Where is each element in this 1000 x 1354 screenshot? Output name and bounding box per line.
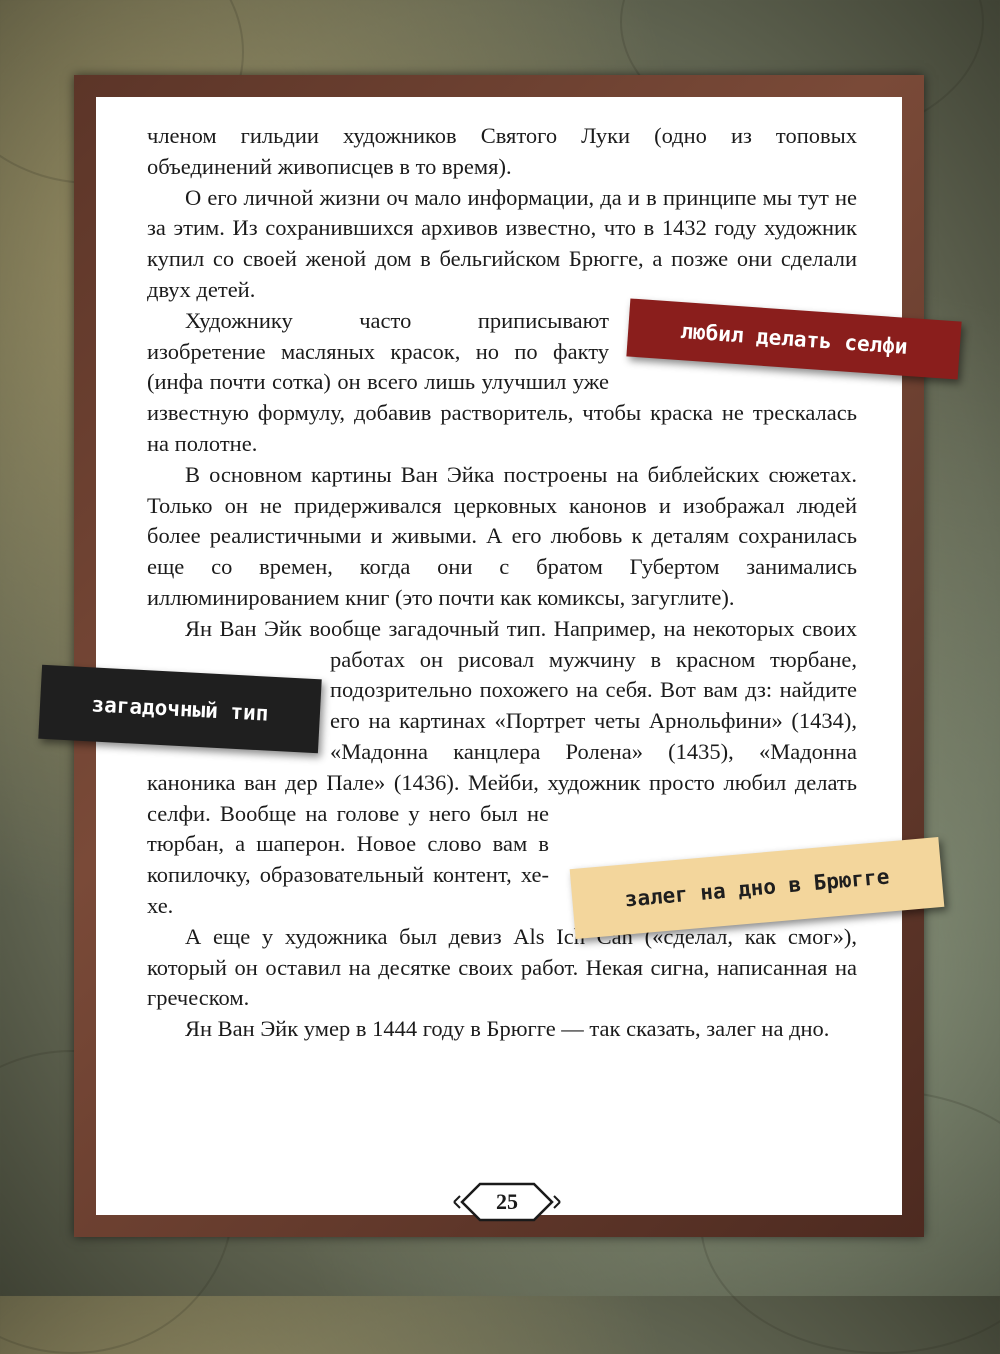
page-number: 25 — [496, 1189, 518, 1214]
paragraph: Ян Ван Эйк умер в 1444 году в Брюгге — так сказать, залег на дно. — [185, 1016, 830, 1042]
paragraph: О его личной жизни оч мало информации, да и в принципе мы тут не за этим. Из сохранившихся архивов известно, что в 1432 году художник купил со своей женой дом в бельгийском Брюгге, а позже они сделали двух детей. — [147, 184, 857, 302]
paragraph: Художнику часто приписывают изобретение масляных красок, но по факту (инфа почти сотка) он всего лишь улучшил уже известную формулу, добавив растворитель, чтобы краска не трескалась на полотне. — [147, 307, 857, 456]
paragraph: В основном картины Ван Эйка построены на библейских сюжетах. Только он не придерживался церковных канонов и изображал людей более реалистичными и живыми. А его любовь к деталям сохранилась еще со времен, когда они с братом Губертом занимались иллюминированием книг (это почти как комиксы, загуглите). — [147, 461, 857, 610]
sticker-lay-low-in-bruges: залег на дно в Брюгге — [570, 837, 945, 939]
paragraph: членом гильдии художников Святого Луки (одно из топовых объединений живописцев в то время). — [147, 123, 857, 179]
sticker-loved-selfies: любил делать селфи — [626, 298, 961, 379]
paragraph: А еще у художника был девиз Als Ich Can («сделал, как смог»), который он оставил на десятке своих работ. Некая сигна, написанная на греческом. — [147, 923, 857, 1011]
paragraph-text: Ян Ван Эйк вообще загадочный тип. Например, на неко торых своих работах он рисовал мужчину в красном тюрбане, подозрительно похожего на себя. Вот вам дз: найдите его на картинах «Портрет четы Арнольфини» (1434), «Мадонна канцлера Ролена» (1435), «Мадонна каноника ван дер Пале» (1436). Мейби, художник просто любил делать селфи. Вооб ще на голове у него был не тюрбан, а шаперон. Новое слово вам в копилочку, образовательный контент, хе-хе. — [147, 615, 857, 918]
page-number-badge — [452, 1178, 562, 1226]
sticker-mysterious-type: загадочный тип — [38, 665, 321, 754]
